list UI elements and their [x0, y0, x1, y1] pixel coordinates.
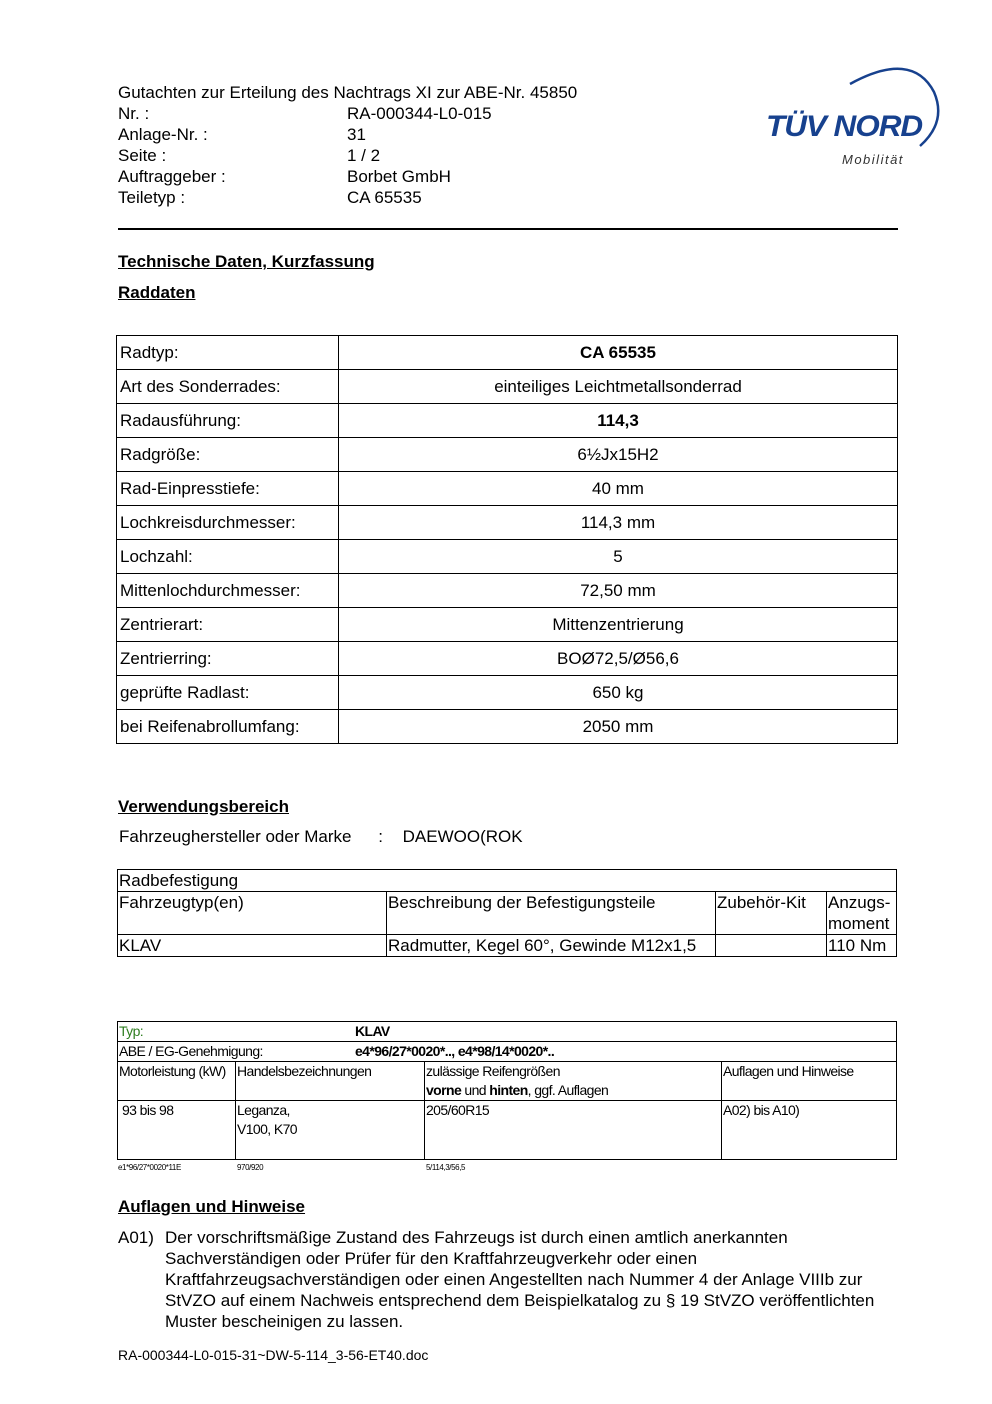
header-row-value: 1 / 2: [347, 146, 381, 165]
a01-number: A01): [118, 1228, 154, 1247]
raddaten-label: Mittenlochdurchmesser:: [117, 574, 339, 608]
header-zubehoer-kit: Zubehör-Kit: [716, 892, 827, 935]
header-row-value: RA-000344-L0-015: [347, 104, 492, 123]
raddaten-row: [117, 574, 898, 608]
raddaten-label: geprüfte Radlast:: [117, 676, 339, 710]
raddaten-label: Zentrierring:: [117, 642, 339, 676]
header-reifen-line1: zulässige Reifengrößen: [426, 1063, 560, 1079]
header-reifen-line2: [426, 1081, 720, 1100]
typ-label: Typ:: [119, 1023, 144, 1039]
raddaten-row: [117, 438, 898, 472]
header-row-label: Seite :: [118, 146, 167, 165]
raddaten-label: Radgröße:: [117, 438, 339, 472]
raddaten-row: [117, 336, 898, 370]
header-row-value: CA 65535: [347, 188, 422, 207]
header-motorleistung: Motorleistung (kW): [118, 1062, 236, 1101]
header-divider: [118, 228, 898, 230]
cell-zubehoer-kit: [716, 935, 827, 957]
footer-filename: RA-000344-L0-015-31~DW-5-114_3-56-ET40.doc: [118, 1347, 429, 1363]
cell-handel-line1: Leganza,: [237, 1102, 290, 1118]
raddaten-label: Rad-Einpresstiefe:: [117, 472, 339, 506]
cell-beschreibung: Radmutter, Kegel 60°, Gewinde M12x1,5: [387, 935, 716, 957]
typ-table: [117, 1021, 897, 1160]
cell-motorleistung: 93 bis 98: [118, 1101, 236, 1160]
header-beschreibung: Beschreibung der Befestigungsteile: [387, 892, 716, 935]
raddaten-label: Radtyp:: [117, 336, 339, 370]
tuv-nord-logo: [762, 62, 942, 172]
raddaten-value: 114,3 mm: [339, 506, 898, 540]
a01-paragraph: [118, 1227, 900, 1332]
cell-anzugsmoment: 110 Nm: [827, 935, 897, 957]
raddaten-value: einteiliges Leichtmetallsonderrad: [339, 370, 898, 404]
radbefestigung-title: Radbefestigung: [118, 870, 897, 892]
header-reifen-und: und: [461, 1082, 490, 1098]
cell-reifengroessen: 205/60R15: [425, 1101, 722, 1160]
logo-subtitle: Mobilität: [842, 152, 904, 167]
header-row-value: 31: [347, 125, 366, 144]
raddaten-label: Lochzahl:: [117, 540, 339, 574]
raddaten-row: [117, 642, 898, 676]
section-title-raddaten: Raddaten: [118, 283, 196, 302]
small-note-ec: e1*96/27*0020*11E: [118, 1163, 181, 1172]
abe-label: ABE / EG-Genehmigung:: [119, 1043, 263, 1059]
cell-handel-line2: V100, K70: [237, 1121, 297, 1137]
raddaten-row: [117, 404, 898, 438]
header-row: [118, 187, 577, 208]
raddaten-row: [117, 540, 898, 574]
raddaten-value: 5: [339, 540, 898, 574]
cell-auflagen: A02) bis A10): [722, 1101, 897, 1160]
raddaten-value: 650 kg: [339, 676, 898, 710]
section-title-technische-daten: Technische Daten, Kurzfassung: [118, 252, 375, 271]
abe-value: e4*96/27*0020*.., e4*98/14*0020*..: [355, 1043, 555, 1059]
raddaten-row: [117, 676, 898, 710]
raddaten-label: Radausführung:: [117, 404, 339, 438]
raddaten-row: [117, 608, 898, 642]
small-note-pcd: 5/114,3/56,5: [426, 1163, 466, 1172]
header-row: [118, 124, 577, 145]
raddaten-label: Lochkreisdurchmesser:: [117, 506, 339, 540]
usage-line: [119, 827, 523, 847]
header-handelsbezeichnungen: Handelsbezeichnungen: [236, 1062, 425, 1101]
cell-fahrzeugtyp: KLAV: [118, 935, 387, 957]
raddaten-value: BOØ72,5/Ø56,6: [339, 642, 898, 676]
logo-wordmark: TÜV NORD: [766, 110, 923, 143]
document-title: Gutachten zur Erteilung des Nachtrags XI zur ABE-Nr. 45850: [118, 83, 578, 102]
header-row: [118, 166, 577, 187]
raddaten-value: 40 mm: [339, 472, 898, 506]
usage-value: DAEWOO(ROK: [402, 827, 523, 846]
raddaten-row: [117, 506, 898, 540]
raddaten-label: Art des Sonderrades:: [117, 370, 339, 404]
raddaten-value: 114,3: [339, 404, 898, 438]
raddaten-label: Zentrierart:: [117, 608, 339, 642]
raddaten-value: 2050 mm: [339, 710, 898, 744]
raddaten-table: [116, 335, 898, 744]
raddaten-value: 72,50 mm: [339, 574, 898, 608]
header-row-label: Anlage-Nr. :: [118, 125, 208, 144]
header-fahrzeugtyp: Fahrzeugtyp(en): [118, 892, 387, 935]
header-auflagen: Auflagen und Hinweise: [722, 1062, 897, 1101]
usage-separator: :: [378, 827, 383, 846]
header-reifen-auflagen: , ggf. Auflagen: [527, 1082, 609, 1098]
header-reifengroessen: [425, 1062, 722, 1101]
section-title-verwendungsbereich: Verwendungsbereich: [118, 797, 289, 816]
raddaten-value: CA 65535: [339, 336, 898, 370]
header-reifen-vorne: vorne: [426, 1082, 462, 1098]
header-reifen-hinten: hinten: [489, 1082, 528, 1098]
header-row: [118, 145, 577, 166]
raddaten-row: [117, 710, 898, 744]
header-row-label: Auftraggeber :: [118, 167, 226, 186]
typ-value: KLAV: [355, 1023, 390, 1039]
raddaten-value: Mittenzentrierung: [339, 608, 898, 642]
header-row-value: Borbet GmbH: [347, 167, 451, 186]
raddaten-row: [117, 472, 898, 506]
a01-text: Der vorschriftsmäßige Zustand des Fahrzeugs ist durch einen amtlich anerkannten Sachverständigen oder Prüfer für den Kraftfahrzeugverkehr oder einen Kraftfahrzeugsachverständigen oder einen Angestellten nach Nummer 4 der Anlage VIIIb zur StVZO auf einem Nachweis entsprechend dem Beispielkatalog zu § 19 StVZO veröffentlichten Muster bescheinigen zu lassen.: [165, 1228, 875, 1331]
section-title-auflagen: Auflagen und Hinweise: [118, 1197, 306, 1216]
raddaten-value: 6½Jx15H2: [339, 438, 898, 472]
header-anzugsmoment: Anzugs- moment: [827, 892, 897, 935]
header-row: [118, 103, 577, 124]
raddaten-label: bei Reifenabrollumfang:: [117, 710, 339, 744]
raddaten-row: [117, 370, 898, 404]
radbefestigung-table: [117, 869, 897, 957]
header-row-label: Nr. :: [118, 104, 150, 123]
usage-label: Fahrzeughersteller oder Marke: [119, 827, 352, 846]
header-row-label: Teiletyp :: [118, 188, 186, 207]
document-header: [118, 82, 577, 208]
small-note-load: 970/920: [237, 1163, 264, 1172]
cell-handelsbezeichnungen: [236, 1101, 425, 1160]
